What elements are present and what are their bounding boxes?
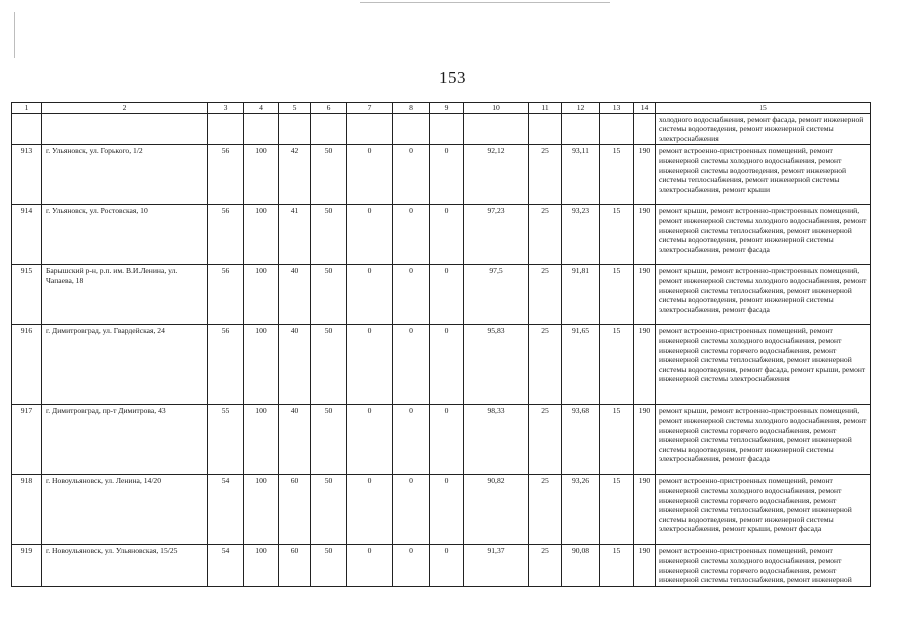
- value-cell: 100: [244, 265, 279, 325]
- value-cell: 60: [279, 475, 311, 545]
- column-number-row: [12, 103, 871, 114]
- value-cell: 54: [208, 475, 244, 545]
- value-cell: 25: [529, 405, 562, 475]
- row-number: 914: [12, 205, 42, 265]
- value-cell: 91,81: [562, 265, 600, 325]
- scan-edge-left: [14, 12, 15, 58]
- value-cell: 0: [393, 545, 430, 586]
- row-number: 919: [12, 545, 42, 586]
- value-cell: 190: [634, 265, 656, 325]
- value-cell: 15: [600, 205, 634, 265]
- col-header-3: 3: [208, 103, 244, 114]
- value-cell: 56: [208, 145, 244, 205]
- value-cell: 15: [600, 325, 634, 405]
- scan-edge-top: [360, 2, 610, 3]
- table-row: [12, 145, 871, 205]
- address-cell: г. Новоульяновск, ул. Ульяновская, 15/25: [42, 545, 208, 586]
- value-cell: 50: [311, 265, 347, 325]
- col-header-1: 1: [12, 103, 42, 114]
- value-cell: 97,5: [464, 265, 529, 325]
- table-row: [12, 325, 871, 405]
- table-row: [12, 405, 871, 475]
- value-cell: 100: [244, 205, 279, 265]
- value-cell: 0: [393, 265, 430, 325]
- row-number: 916: [12, 325, 42, 405]
- col-header-13: 13: [600, 103, 634, 114]
- works-cell: холодного водоснабжения, ремонт фасада, ремонт инженерной системы водоотведения, ремонт инженерной системы электроснабжения: [656, 113, 871, 145]
- col-header-11: 11: [529, 103, 562, 114]
- value-cell: 15: [600, 145, 634, 205]
- works-cell: ремонт встроенно-пристроенных помещений, ремонт инженерной системы холодного водоснабжения, ремонт инженерной системы горячего водоснабжения, ремонт инженерной системы теплоснабжения, ремонт инженерной системы водоотведения, ремонт фасада, ремонт крыши, ремонт инженерной системы электроснабжения: [656, 325, 871, 405]
- value-cell: 190: [634, 545, 656, 586]
- col-header-4: 4: [244, 103, 279, 114]
- row-number: 918: [12, 475, 42, 545]
- address-cell: Барышский р-н, р.п. им. В.И.Ленина, ул. Чапаева, 18: [42, 265, 208, 325]
- value-cell: 15: [600, 405, 634, 475]
- value-cell: 0: [347, 145, 393, 205]
- value-cell: 0: [393, 145, 430, 205]
- value-cell: 97,23: [464, 205, 529, 265]
- col-header-8: 8: [393, 103, 430, 114]
- value-cell: 0: [347, 325, 393, 405]
- value-cell: 100: [244, 405, 279, 475]
- value-cell: 100: [244, 545, 279, 586]
- value-cell: 56: [208, 265, 244, 325]
- value-cell: 0: [347, 475, 393, 545]
- value-cell: 25: [529, 545, 562, 586]
- address-cell: г. Димитровград, пр-т Димитрова, 43: [42, 405, 208, 475]
- value-cell: 0: [430, 205, 464, 265]
- value-cell: 0: [347, 405, 393, 475]
- value-cell: 92,12: [464, 145, 529, 205]
- col-header-12: 12: [562, 103, 600, 114]
- value-cell: 95,83: [464, 325, 529, 405]
- value-cell: 40: [279, 265, 311, 325]
- table-row: [12, 205, 871, 265]
- register-table: [11, 102, 871, 587]
- value-cell: 0: [430, 405, 464, 475]
- row-number: 913: [12, 145, 42, 205]
- value-cell: 90,82: [464, 475, 529, 545]
- col-header-5: 5: [279, 103, 311, 114]
- value-cell: 25: [529, 325, 562, 405]
- page-number: 153: [439, 68, 466, 87]
- value-cell: 98,33: [464, 405, 529, 475]
- value-cell: 0: [347, 205, 393, 265]
- value-cell: 190: [634, 405, 656, 475]
- value-cell: 50: [311, 475, 347, 545]
- value-cell: 25: [529, 475, 562, 545]
- value-cell: 190: [634, 475, 656, 545]
- col-header-9: 9: [430, 103, 464, 114]
- value-cell: 25: [529, 205, 562, 265]
- value-cell: 54: [208, 545, 244, 586]
- value-cell: 56: [208, 205, 244, 265]
- value-cell: 41: [279, 205, 311, 265]
- col-header-10: 10: [464, 103, 529, 114]
- row-number: 917: [12, 405, 42, 475]
- address-cell: г. Новоульяновск, ул. Ленина, 14/20: [42, 475, 208, 545]
- value-cell: 91,37: [464, 545, 529, 586]
- value-cell: 0: [430, 265, 464, 325]
- value-cell: 93,11: [562, 145, 600, 205]
- works-cell: ремонт встроенно-пристроенных помещений, ремонт инженерной системы холодного водоснабжения, ремонт инженерной системы водоотведения, ремонт инженерной системы теплоснабжения, ремонт инженерной системы электроснабжения, ремонт крыши: [656, 145, 871, 205]
- value-cell: 190: [634, 145, 656, 205]
- table-row: [12, 475, 871, 545]
- works-cell: ремонт крыши, ремонт встроенно-пристроенных помещений, ремонт инженерной системы холодного водоснабжения, ремонт инженерной системы теплоснабжения, ремонт инженерной системы водоотведения, ремонт инженерной системы электроснабжения, ремонт фасада: [656, 265, 871, 325]
- value-cell: 50: [311, 145, 347, 205]
- value-cell: 100: [244, 325, 279, 405]
- value-cell: 90,08: [562, 545, 600, 586]
- continuation-row: [12, 113, 871, 145]
- value-cell: 0: [430, 475, 464, 545]
- value-cell: 40: [279, 405, 311, 475]
- value-cell: 15: [600, 475, 634, 545]
- value-cell: 0: [430, 545, 464, 586]
- col-header-15: 15: [656, 103, 871, 114]
- value-cell: 50: [311, 545, 347, 586]
- works-cell: ремонт крыши, ремонт встроенно-пристроенных помещений, ремонт инженерной системы холодного водоснабжения, ремонт инженерной системы горячего водоснабжения, ремонт инженерной системы теплоснабжения, ремонт инженерной системы водоотведения, ремонт инженерной системы электроснабжения, ремонт фасада: [656, 405, 871, 475]
- value-cell: 42: [279, 145, 311, 205]
- col-header-7: 7: [347, 103, 393, 114]
- value-cell: 93,68: [562, 405, 600, 475]
- value-cell: 91,65: [562, 325, 600, 405]
- value-cell: 15: [600, 545, 634, 586]
- value-cell: 100: [244, 145, 279, 205]
- col-header-2: 2: [42, 103, 208, 114]
- value-cell: 190: [634, 205, 656, 265]
- value-cell: 56: [208, 325, 244, 405]
- value-cell: 50: [311, 405, 347, 475]
- value-cell: 190: [634, 325, 656, 405]
- works-cell: ремонт встроенно-пристроенных помещений, ремонт инженерной системы холодного водоснабжения, ремонт инженерной системы горячего водоснабжения, ремонт инженерной системы теплоснабжения, ремонт инженерной системы водоотведения, ремонт инженерной системы электроснабжения, ремонт крыши, ремонт фасада: [656, 475, 871, 545]
- value-cell: 100: [244, 475, 279, 545]
- value-cell: 50: [311, 205, 347, 265]
- value-cell: 0: [393, 325, 430, 405]
- table-row: [12, 545, 871, 586]
- address-cell: г. Димитровград, ул. Гвардейская, 24: [42, 325, 208, 405]
- row-number: 915: [12, 265, 42, 325]
- value-cell: 25: [529, 265, 562, 325]
- value-cell: 15: [600, 265, 634, 325]
- value-cell: 60: [279, 545, 311, 586]
- value-cell: 0: [347, 545, 393, 586]
- value-cell: 0: [393, 475, 430, 545]
- address-cell: г. Ульяновск, ул. Ростовская, 10: [42, 205, 208, 265]
- value-cell: 0: [347, 265, 393, 325]
- works-cell: ремонт крыши, ремонт встроенно-пристроенных помещений, ремонт инженерной системы холодного водоснабжения, ремонт инженерной системы теплоснабжения, ремонт инженерной системы водоотведения, ремонт инженерной системы электроснабжения, ремонт фасада: [656, 205, 871, 265]
- col-header-14: 14: [634, 103, 656, 114]
- table-row: [12, 265, 871, 325]
- value-cell: 50: [311, 325, 347, 405]
- value-cell: 0: [430, 325, 464, 405]
- value-cell: 0: [393, 205, 430, 265]
- address-cell: г. Ульяновск, ул. Горького, 1/2: [42, 145, 208, 205]
- col-header-6: 6: [311, 103, 347, 114]
- value-cell: 25: [529, 145, 562, 205]
- value-cell: 40: [279, 325, 311, 405]
- value-cell: 93,23: [562, 205, 600, 265]
- works-cell: ремонт встроенно-пристроенных помещений, ремонт инженерной системы холодного водоснабжения, ремонт инженерной системы горячего водоснабжения, ремонт инженерной системы теплоснабжения, ремонт инженерной: [656, 545, 871, 586]
- value-cell: 55: [208, 405, 244, 475]
- value-cell: 0: [430, 145, 464, 205]
- value-cell: 93,26: [562, 475, 600, 545]
- value-cell: 0: [393, 405, 430, 475]
